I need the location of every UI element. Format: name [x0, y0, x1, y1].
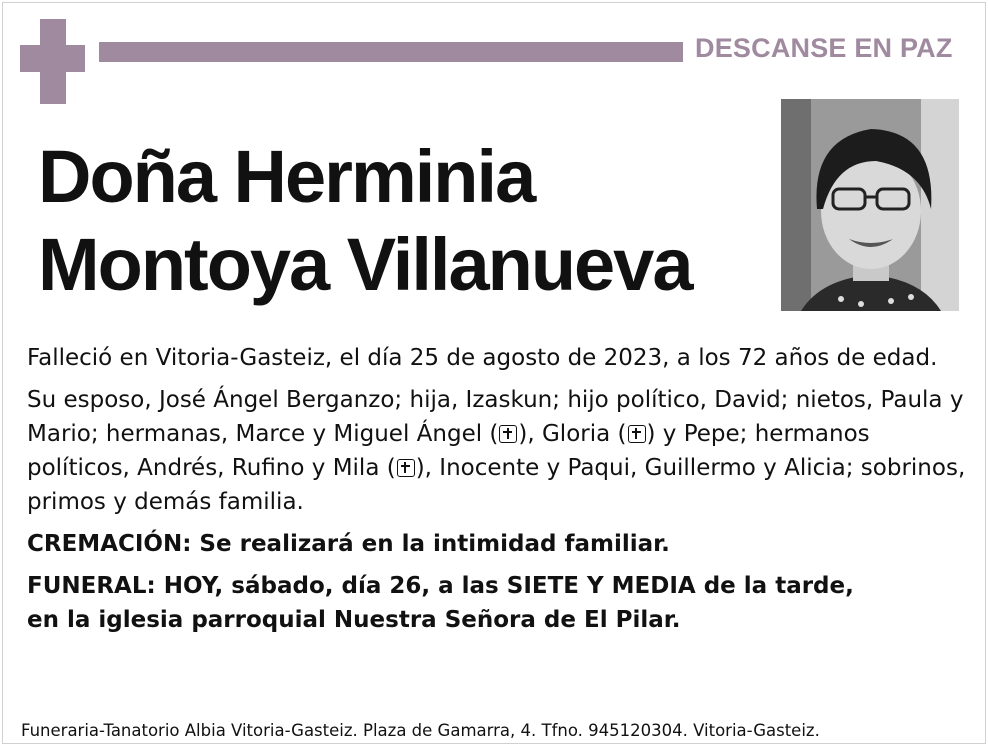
cross-in-box-icon: [397, 459, 415, 477]
deceased-name: [38, 133, 692, 309]
deceased-name-line2: Montoya Villanueva: [38, 223, 692, 306]
deceased-name-line1: Doña Herminia: [38, 135, 535, 218]
header-title: DESCANSE EN PAZ: [695, 33, 953, 63]
obituary-card: [2, 2, 986, 744]
obituary-body: [27, 341, 967, 645]
header-divider-bar: [99, 42, 683, 62]
death-notice: Falleció en Vitoria-Gasteiz, el día 25 de agosto de 2023, a los 72 años de edad.: [27, 345, 938, 371]
cremation-notice: CREMACIÓN: Se realizará en la intimidad familiar.: [27, 531, 670, 557]
cross-in-box-icon: [628, 425, 646, 443]
deceased-photo: [781, 99, 959, 311]
cross-icon-bar: [20, 45, 85, 72]
funeral-home-footer: Funeraria-Tanatorio Albia Vitoria-Gasteiz. Plaza de Gamarra, 4. Tfno. 945120304. Vitoria-Gasteiz.: [21, 721, 820, 740]
cross-in-box-icon: [499, 425, 517, 443]
funeral-notice: FUNERAL: HOY, sábado, día 26, a las SIETE Y MEDIA de la tarde, en la iglesia parroquial Nuestra Señora de El Pilar.: [27, 573, 854, 633]
family-list: Su esposo, José Ángel Berganzo; hija, Izaskun; hijo político, David; nietos, Paula y Mario; hermanas, Marce y Miguel Ángel ( ), Gloria ( ) y Pepe; hermanos políticos, Andrés, Rufino y Mila ( ), Inocente y Paqui, Guillermo y Alicia; sobrinos, primos y demás familia.: [27, 387, 966, 515]
